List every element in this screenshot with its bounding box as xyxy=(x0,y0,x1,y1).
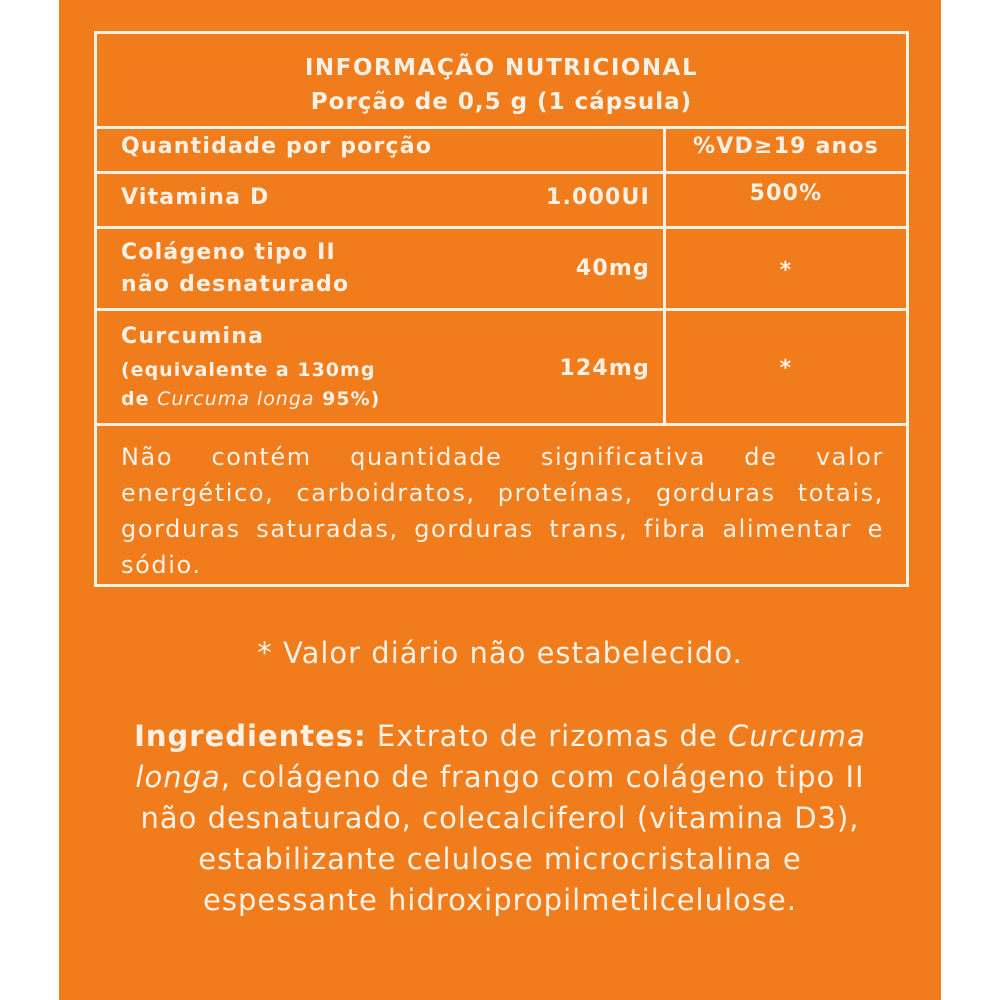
ingredients-text: Ingredientes: Extrato de rizomas de Curcuma longa, colágeno de frango com colágeno tipo II não desnaturado, colecalciferol (vitamina D3), estabilizante celulose microcristalina e espessante hidroxipropilmetilcelulose. xyxy=(134,719,866,917)
nutrient-name: Curcumina xyxy=(121,324,265,349)
nutrient-name-line1: Colágeno tipo II xyxy=(121,240,336,265)
column-header-row xyxy=(97,126,906,174)
table-footnote: Não contém quantidade significativa de valor energético, carboidratos, proteínas, gorduras totais, gorduras saturadas, gorduras trans, fibra alimentar e sódio. xyxy=(121,443,884,579)
nutrient-name-line2: não desnaturado xyxy=(121,272,350,297)
nutrition-table xyxy=(94,31,909,587)
nutrient-subtext-line1: (equivalente a 130mg xyxy=(121,359,376,381)
table-header xyxy=(97,34,906,129)
column-dv-header: %VD≥19 anos xyxy=(693,134,879,159)
nutrient-subtext-line2: de Curcuma longa 95%) xyxy=(121,388,381,410)
dv-note: * Valor diário não estabelecido. xyxy=(257,636,743,670)
table-row xyxy=(97,308,906,426)
nutrient-amount: 124mg xyxy=(559,356,650,381)
nutrient-dv: * xyxy=(779,356,793,381)
nutrient-dv: 500% xyxy=(749,181,823,206)
label-panel xyxy=(59,0,941,1000)
species-name: Curcuma longa xyxy=(135,719,866,794)
table-title: INFORMAÇÃO NUTRICIONAL xyxy=(304,55,699,81)
table-row xyxy=(97,226,906,311)
serving-size: Porção de 0,5 g (1 cápsula) xyxy=(310,89,693,115)
table-row xyxy=(97,171,906,229)
nutrient-name: Vitamina D xyxy=(121,185,270,210)
nutrient-amount: 40mg xyxy=(575,256,650,281)
species-name: Curcuma longa xyxy=(157,388,315,410)
column-amount-header: Quantidade por porção xyxy=(121,134,433,159)
nutrient-dv: * xyxy=(779,258,793,283)
ingredients-label: Ingredientes: xyxy=(134,719,367,753)
column-divider xyxy=(663,126,666,423)
nutrient-amount: 1.000UI xyxy=(545,185,650,210)
